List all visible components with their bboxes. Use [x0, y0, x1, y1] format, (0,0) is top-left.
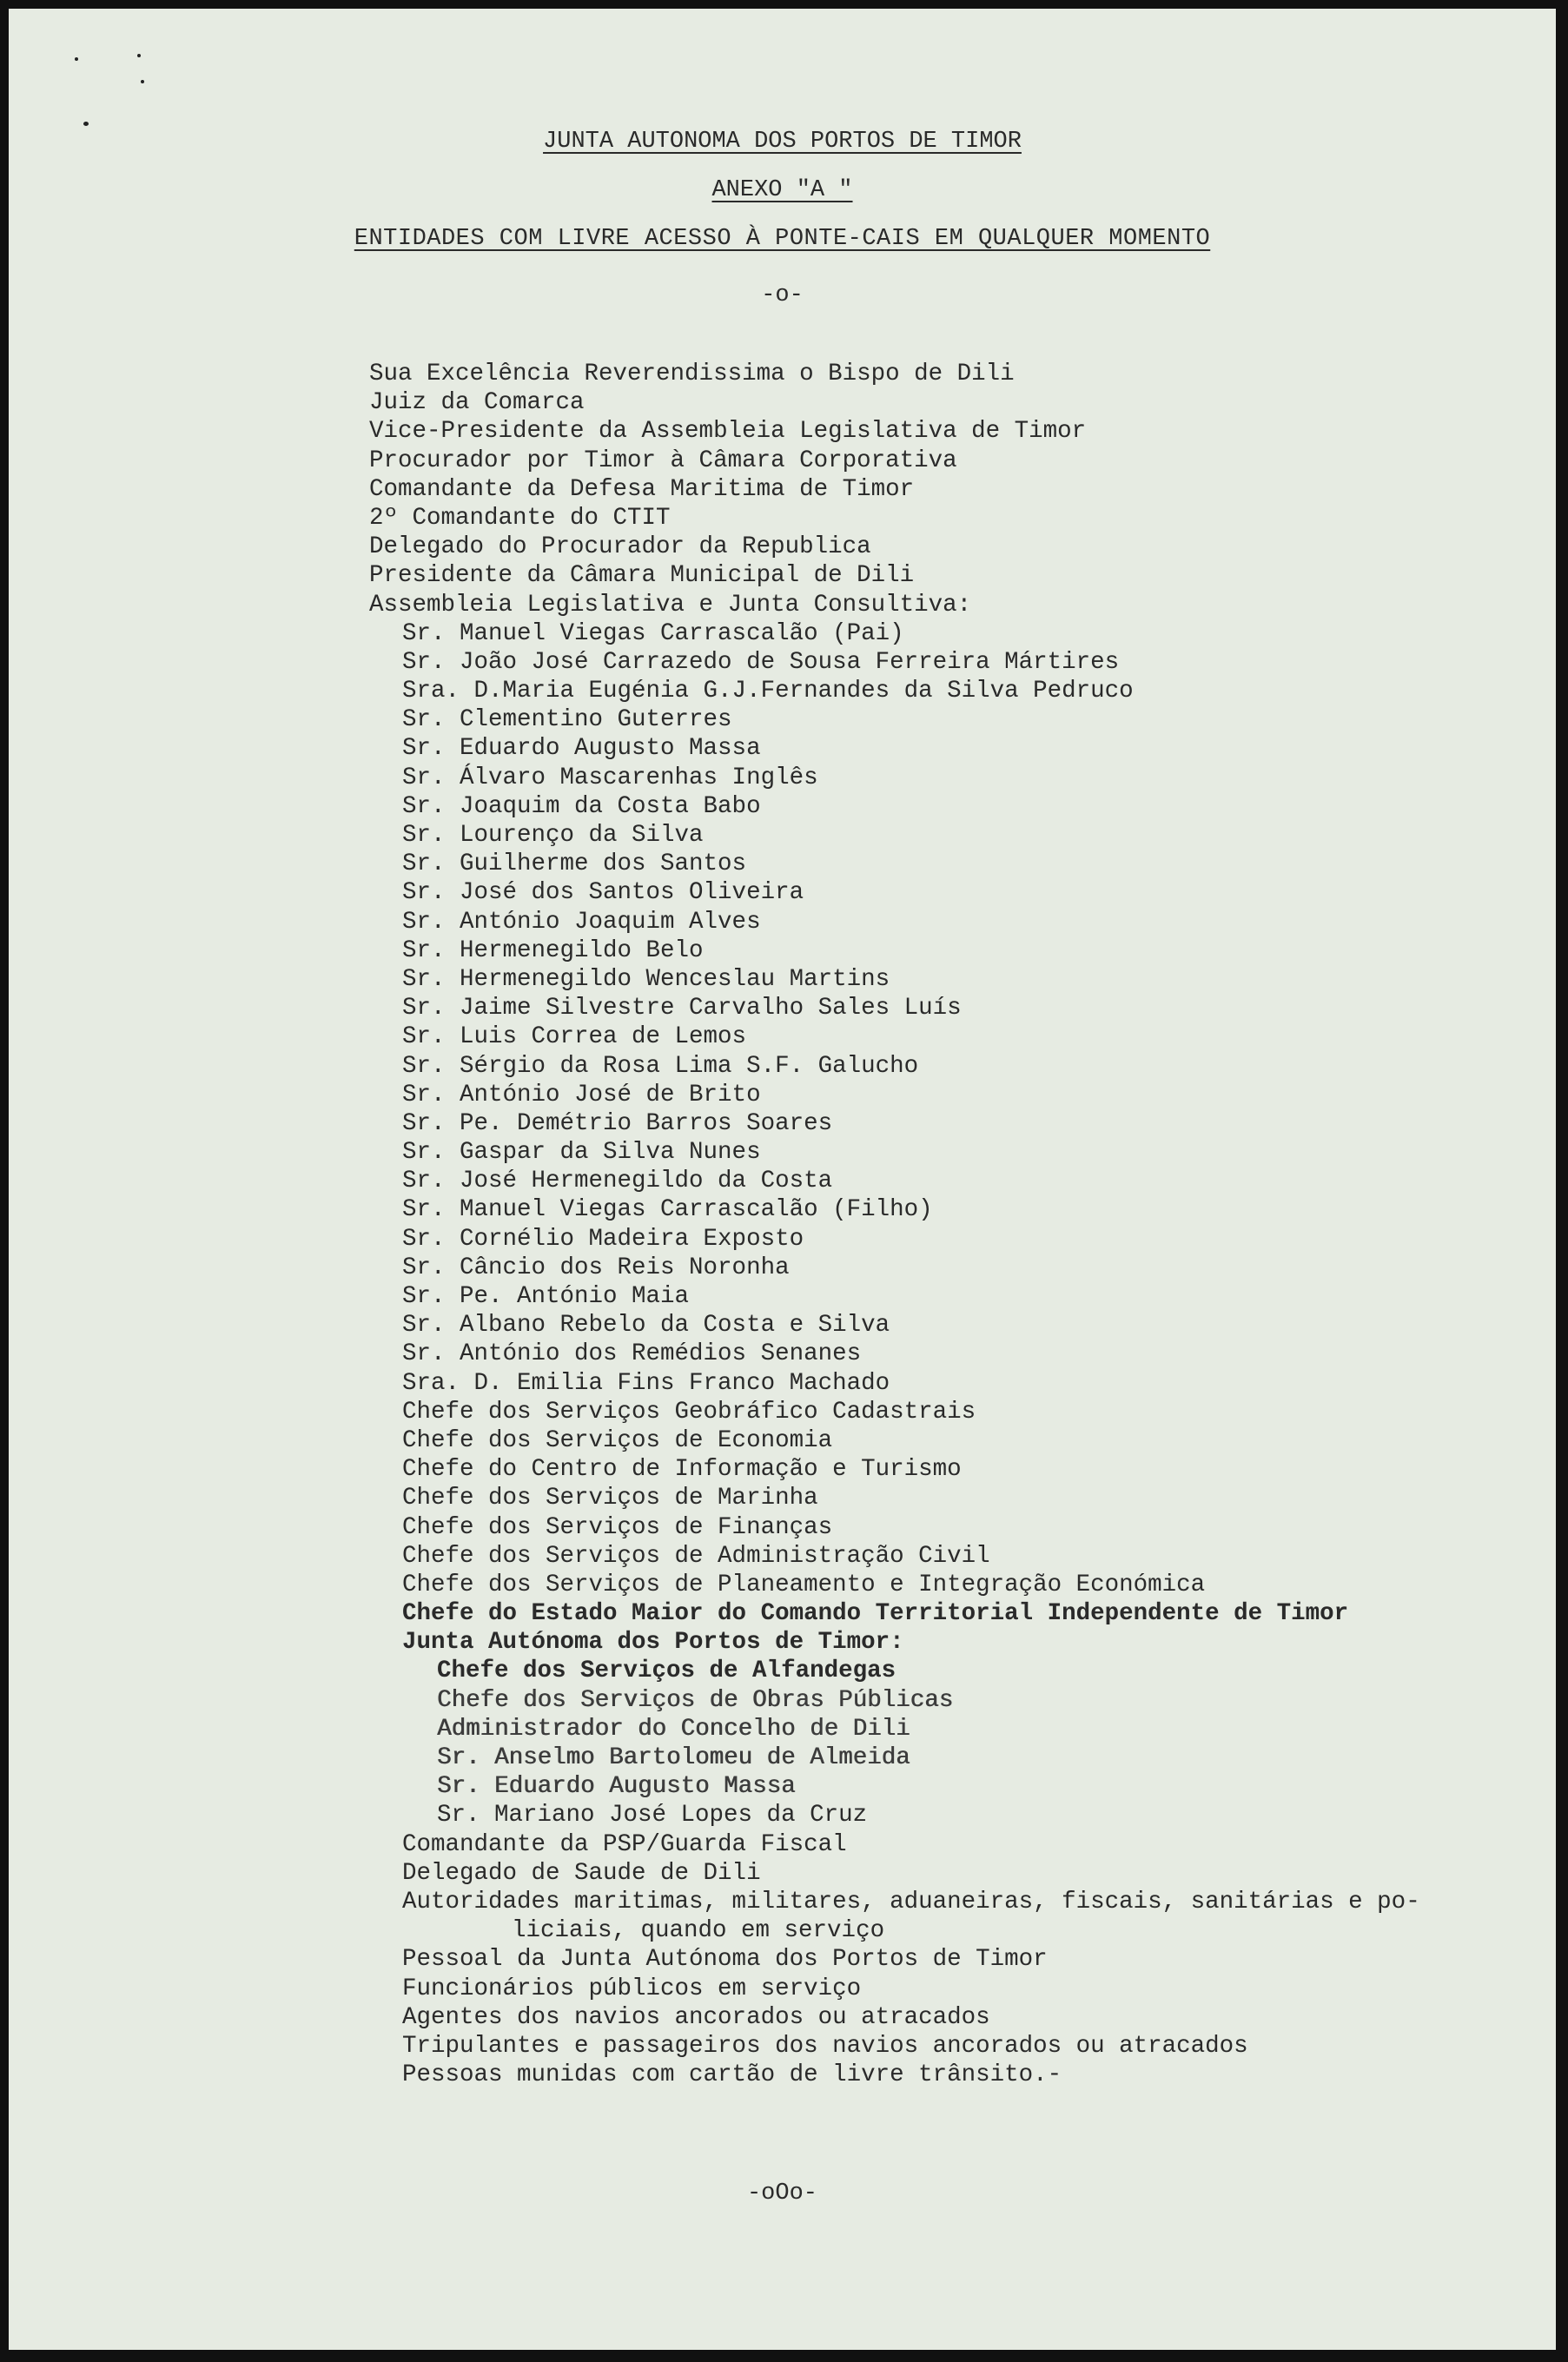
- list-item: Sr. Manuel Viegas Carrascalão (Pai): [402, 619, 904, 647]
- scan-speck: [83, 122, 89, 126]
- list-item: Sr. António dos Remédios Senanes: [402, 1340, 862, 1368]
- scan-speck: [137, 54, 141, 57]
- list-item: Sr. Guilherme dos Santos: [402, 850, 747, 878]
- list-item: Sr. Joaquim da Costa Babo: [402, 792, 761, 820]
- scan-speck: [141, 80, 144, 83]
- list-item: Delegado do Procurador da Republica: [369, 533, 871, 561]
- list-item: Sra. D. Emilia Fins Franco Machado: [402, 1369, 890, 1397]
- list-item: Delegado de Saude de Dili: [402, 1859, 761, 1887]
- list-item: Sr. António José de Brito: [402, 1081, 761, 1108]
- list-item: Sr. Albano Rebelo da Costa e Silva: [402, 1312, 890, 1340]
- list-item: Pessoas munidas com cartão de livre trânsito.-: [402, 2061, 1062, 2089]
- list-item: Sr. Anselmo Bartolomeu de Almeida: [437, 1744, 910, 1771]
- list-item: Sr. Clementino Guterres: [402, 706, 732, 734]
- list-item: Chefe dos Serviços Geobráfico Cadastrais: [402, 1398, 976, 1426]
- list-item: Pessoal da Junta Autónoma dos Portos de Timor: [402, 1946, 1048, 1974]
- list-item: Procurador por Timor à Câmara Corporativa: [369, 447, 957, 474]
- list-item: Sr. Luis Correa de Lemos: [402, 1023, 747, 1051]
- list-item: Sr. Jaime Silvestre Carvalho Sales Luís: [402, 995, 962, 1022]
- list-item: Sr. Hermenegildo Wenceslau Martins: [402, 965, 890, 993]
- annex-label: ANEXO "A ": [711, 177, 853, 203]
- list-item: Chefe dos Serviços de Finanças: [402, 1513, 833, 1541]
- list-item: Chefe dos Serviços de Obras Públicas: [437, 1686, 954, 1714]
- list-item: Chefe dos Serviços de Administração Civil: [402, 1542, 990, 1570]
- list-item: Assembleia Legislativa e Junta Consultiva:: [369, 591, 972, 619]
- list-item: Sr. Álvaro Mascarenhas Inglês: [402, 764, 818, 791]
- list-item: Chefe do Centro de Informação e Turismo: [402, 1456, 962, 1484]
- entities-list: [9, 360, 1420, 2089]
- list-item: Autoridades maritimas, militares, aduaneiras, fiscais, sanitárias e po-: [402, 1888, 1420, 1915]
- document-page: [9, 9, 1556, 2350]
- list-item: Tripulantes e passageiros dos navios ancorados ou atracados: [402, 2032, 1248, 2060]
- list-item: Sr. António Joaquim Alves: [402, 908, 761, 936]
- list-item: Sr. Hermenegildo Belo: [402, 936, 704, 964]
- list-item: Sr. Eduardo Augusto Massa: [402, 735, 761, 763]
- separator-bottom: -oOo-: [746, 2180, 817, 2207]
- list-item: Sr. Mariano José Lopes da Cruz: [437, 1802, 868, 1829]
- list-item: Sr. Cornélio Madeira Exposto: [402, 1225, 804, 1253]
- list-item: Chefe dos Serviços de Planeamento e Integração Económica: [402, 1571, 1206, 1598]
- list-item: Sr. Pe. Demétrio Barros Soares: [402, 1109, 833, 1137]
- list-item: Chefe dos Serviços de Economia: [402, 1426, 833, 1454]
- list-item: Vice-Presidente da Assembleia Legislativa de Timor: [369, 418, 1087, 446]
- list-item: 2º Comandante do CTIT: [369, 504, 671, 532]
- list-item: Chefe do Estado Maior do Comando Territorial Independente de Timor: [402, 1600, 1349, 1628]
- document-title: JUNTA AUTONOMA DOS PORTOS DE TIMOR: [543, 129, 1022, 155]
- list-item: Sua Excelência Reverendissima o Bispo de Dili: [369, 361, 1015, 387]
- list-item: Presidente da Câmara Municipal de Dili: [369, 562, 915, 590]
- list-item: Sr. Manuel Viegas Carrascalão (Filho): [402, 1196, 933, 1224]
- list-item: Sr. Câncio dos Reis Noronha: [402, 1254, 790, 1281]
- list-item: Sr. Pe. António Maia: [402, 1283, 690, 1310]
- list-item: Sr. Sérgio da Rosa Lima S.F. Galucho: [402, 1052, 919, 1080]
- list-item: Sr. José Hermenegildo da Costa: [402, 1168, 833, 1195]
- list-item: Junta Autónoma dos Portos de Timor:: [402, 1629, 904, 1657]
- list-item: Sr. Eduardo Augusto Massa: [437, 1773, 796, 1801]
- list-item: liciais, quando em serviço: [512, 1917, 885, 1945]
- list-item: Sr. João José Carrazedo de Sousa Ferreira Mártires: [402, 648, 1120, 676]
- list-item: Chefe dos Serviços de Marinha: [402, 1485, 818, 1512]
- list-item: Chefe dos Serviços de Alfandegas: [437, 1657, 896, 1685]
- list-item: Sr. Gaspar da Silva Nunes: [402, 1139, 761, 1167]
- list-item: Funcionários públicos em serviço: [402, 1975, 862, 2002]
- list-item: Sr. Lourenço da Silva: [402, 822, 704, 849]
- list-item: Juiz da Comarca: [369, 389, 585, 417]
- list-item: Agentes dos navios ancorados ou atracados: [402, 2003, 990, 2031]
- list-item: Administrador do Concelho de Dili: [437, 1715, 910, 1743]
- list-item: Sr. José dos Santos Oliveira: [402, 879, 804, 907]
- scan-speck: [75, 57, 78, 61]
- list-item: Sra. D.Maria Eugénia G.J.Fernandes da Silva Pedruco: [402, 678, 1134, 705]
- separator-top: -o-: [761, 282, 804, 308]
- document-subtitle: ENTIDADES COM LIVRE ACESSO À PONTE-CAIS EM QUALQUER MOMENTO: [354, 226, 1211, 252]
- list-item: Comandante da PSP/Guarda Fiscal: [402, 1830, 847, 1858]
- list-item: Comandante da Defesa Maritima de Timor: [369, 475, 915, 503]
